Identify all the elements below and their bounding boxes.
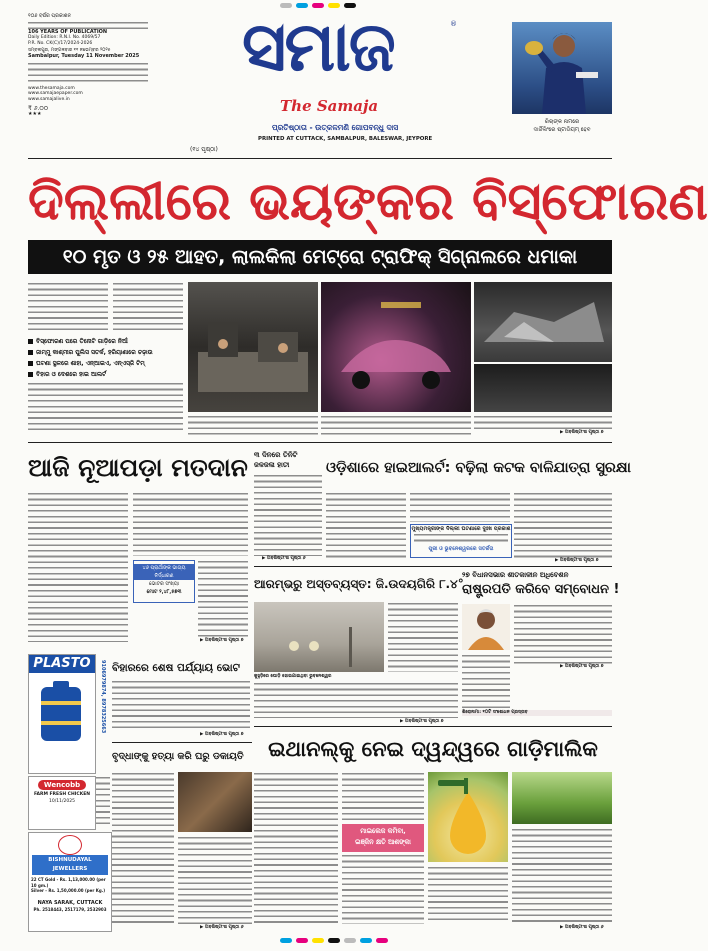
lead-bullet: ବିସ୍ଫୋରଣ ପରେ ତିନୋଟି ଗାଡ଼ିରେ ନିଆଁ bbox=[28, 336, 183, 347]
jeweller-address: NAYA SARAK, CUTTACK bbox=[37, 899, 103, 906]
wencobb-brand: Wencobb bbox=[38, 780, 86, 790]
president-photo bbox=[462, 604, 510, 650]
lead-photo-night-crowd bbox=[474, 364, 612, 412]
weather-photo-fog bbox=[254, 602, 384, 672]
nuapada-headline: ଆଜି ନୂଆପଡ଼ା ମତଦାନ bbox=[28, 453, 248, 482]
ear-photo bbox=[512, 22, 612, 114]
cricketer-illustration bbox=[512, 22, 612, 114]
crime-headline: ବୃଦ୍ଧାଙ୍କୁ ହତ୍ୟା କରି ଘରୁ ଡକାୟତି bbox=[112, 751, 244, 762]
registration-marks-bottom bbox=[280, 938, 388, 943]
masthead-date: Sambalpur, Tuesday 11 November 2025 bbox=[28, 52, 140, 59]
registration-marks-top bbox=[280, 3, 356, 8]
masthead-divider bbox=[28, 158, 612, 159]
ethanol-body-col4 bbox=[428, 866, 508, 924]
masthead-stars: ★★★ bbox=[28, 110, 42, 117]
jeweller-logo-icon bbox=[58, 835, 82, 855]
wencobb-ad[interactable] bbox=[28, 776, 96, 830]
bullet-square-icon bbox=[28, 372, 33, 377]
lead-subhead-banner bbox=[28, 240, 612, 274]
jeweller-silver: Silver - Rs. 1,50,000.00 (per Kg.) bbox=[31, 888, 106, 893]
ethanol-headline: ଇଥାନଲ୍‌କୁ ନେଇ ଦ୍ୱନ୍ଦ୍ୱରେ ଗାଡ଼ିମାଲିକ bbox=[268, 737, 598, 761]
nuapada-body-col3 bbox=[198, 560, 248, 638]
ethanol-body-col3 bbox=[342, 854, 424, 924]
ear-caption-line-1: ରିଚାଙ୍କ ନାମରେ bbox=[544, 119, 580, 125]
section-divider bbox=[28, 442, 612, 443]
nuapada-body-col2 bbox=[133, 492, 248, 556]
nuapada-body-col1 bbox=[28, 492, 128, 642]
bihar-body bbox=[112, 680, 250, 732]
masthead-web-2[interactable]: www.samajaepaper.com bbox=[28, 91, 83, 97]
logo-odia: ସମାଜ bbox=[242, 8, 394, 87]
logo-registered-icon: ® bbox=[450, 20, 457, 28]
masthead-publication-line: ୧୦୬ ବର୍ଷର ପ୍ରକାଶନ bbox=[28, 13, 71, 19]
kicker-continued[interactable]: ▶ ଅବଶିଷ୍ଟାଂଶ ପୃଷ୍ଠା ୬ bbox=[262, 556, 306, 561]
bihar-headline: ବିହାରରେ ଶେଷ ପର୍ଯ୍ୟାୟ ଭୋଟ bbox=[112, 662, 240, 674]
bullet-square-icon bbox=[28, 339, 33, 344]
weather-continued[interactable]: ▶ ଅବଶିଷ୍ଟାଂଶ ପୃଷ୍ଠା ୭ bbox=[400, 719, 444, 724]
president-body-col1 bbox=[514, 604, 612, 664]
bihar-continued[interactable]: ▶ ଅବଶିଷ୍ଟାଂଶ ପୃଷ୍ଠା ୭ bbox=[200, 732, 244, 737]
ear-caption bbox=[512, 118, 612, 134]
crime-photo bbox=[178, 772, 252, 832]
masthead-years: 106 YEARS OF PUBLICATION bbox=[28, 28, 108, 35]
masthead-almanac bbox=[28, 62, 148, 84]
nuapada-box-line-2: ଭୋଟର ସଂଖ୍ୟା bbox=[149, 581, 179, 587]
lead-body-col2 bbox=[113, 282, 183, 334]
wencobb-sub: FARM FRESH CHICKEN bbox=[33, 792, 91, 797]
nuapada-box-line-1: ୪୬ ପ୍ରାର୍ଥୀଙ୍କ ଭାଗ୍ୟ ନିର୍ଦ୍ଧାରଣ bbox=[134, 564, 194, 580]
odisha-body-col1 bbox=[326, 492, 406, 558]
weather-body-col2 bbox=[254, 682, 458, 718]
masthead-regline bbox=[28, 21, 148, 29]
odisha-body-col2 bbox=[410, 492, 510, 522]
masthead-web-1[interactable]: www.thesamaja.com bbox=[28, 85, 75, 91]
weather-body-col1 bbox=[388, 602, 458, 672]
president-headline: ରାଷ୍ଟ୍ରପତି କରିବେ ସମ୍ବୋଧନ ! bbox=[462, 582, 620, 597]
kicker-body bbox=[254, 474, 322, 556]
nuapada-box-line-3: ମୋଟ ୨,୪୮,୫୭୩ bbox=[146, 589, 182, 595]
logo-founder-line: ପ୍ରତିଷ୍ଠାତା - ଉତ୍କଳମଣି ଗୋପବନ୍ଧୁ ଦାସ bbox=[272, 123, 399, 132]
weather-caption: କୁହୁଡ଼ିରେ ଘୋଡ଼ି ହୋଇଯାଇଥିବା ଭୁବନେଶ୍ୱର bbox=[254, 674, 332, 679]
crime-body-col2 bbox=[178, 836, 252, 924]
water-tank-icon bbox=[29, 673, 95, 763]
masthead-postal: P.R. No. CK(C)/17/2024-2026 bbox=[28, 40, 93, 46]
masthead-price: ₹ ୬.୦୦ bbox=[28, 105, 49, 113]
plasto-brand: PLASTO bbox=[29, 655, 95, 673]
masthead-web-3[interactable]: www.samajalive.in bbox=[28, 96, 70, 102]
lead-body-col1 bbox=[28, 282, 108, 334]
lead-bullet: ଘଟଣା ସ୍ଥଳରେ ଶାହା, ଏନ୍ଆଇଏ, ଏନ୍ଏସ୍ଜି ଟିମ୍ bbox=[28, 358, 183, 369]
wencobb-date: 10/11/2025 bbox=[49, 799, 75, 804]
odisha-body-col3 bbox=[514, 492, 612, 558]
president-body-col2 bbox=[462, 654, 510, 708]
masthead-odia-date: ସମ୍ବଲପୁର, ମଙ୍ଗଳବାର ୧୧ ନଭେମ୍ବର ୨୦୨୫ bbox=[28, 48, 111, 54]
lead-body-col6 bbox=[474, 415, 612, 429]
ethanol-box-line-2: ଇଞ୍ଜିନ କ୍ଷତି ଆଶଙ୍କା bbox=[355, 838, 411, 846]
ethanol-body-col1 bbox=[254, 772, 338, 924]
lead-body-col3 bbox=[28, 382, 183, 432]
plasto-ad[interactable] bbox=[28, 654, 96, 774]
lead-body-col5 bbox=[321, 415, 471, 437]
odisha-headline: ଓଡ଼ିଶାରେ ହାଇଆଲର୍ଟ: ବଢ଼ିଲା କଟକ ବାଳିଯାତ୍ରା ସୁରକ୍ଷା bbox=[326, 460, 631, 476]
masthead-logo bbox=[222, 8, 457, 144]
jeweller-gold: 22 CT Gold - Rs. 1,13,000.00 (per 10 gm.) bbox=[31, 877, 106, 888]
section-divider bbox=[254, 566, 612, 567]
kicker-line-2: ଜଳଜଳା ହାତୀ bbox=[254, 461, 290, 469]
nuapada-continued[interactable]: ▶ ଅବଶିଷ୍ଟାଂଶ ପୃଷ୍ଠା ୭ bbox=[200, 638, 244, 643]
jeweller-phone: Ph. 2518443, 2517179, 2532903 bbox=[33, 906, 107, 912]
section-divider bbox=[112, 742, 252, 743]
odisha-highlight-1: ମୁଖ୍ୟମନ୍ତ୍ରୀଙ୍କ ଦିଲ୍ଲୀ ଘଟଣାରେ ଦୁଃଖ ପ୍ରକାଶ bbox=[411, 526, 511, 532]
wencobb-rate-table bbox=[96, 776, 110, 828]
logo-printed-at: PRINTED AT CUTTACK, SAMBALPUR, BALESWAR, JEYPORE bbox=[258, 136, 433, 142]
ethanol-highlight-box bbox=[342, 824, 424, 852]
section-divider bbox=[254, 726, 612, 727]
lead-headline: ଦିଲ୍ଲୀରେ ଭୟଙ୍କର ବିସ୍ଫୋରଣ bbox=[28, 172, 708, 232]
ethanol-photo-sugarcane bbox=[512, 772, 612, 824]
kicker-line-1: ୩ ଦିନରେ ତିନିଟି bbox=[254, 451, 298, 459]
bullet-square-icon bbox=[28, 361, 33, 366]
crime-body-col1 bbox=[112, 772, 174, 924]
masthead-pages: (୧୪ ପୃଷ୍ଠା) bbox=[190, 146, 218, 153]
lead-continued[interactable]: ▶ ଅବଶିଷ୍ଟାଂଶ ପୃଷ୍ଠା ୭ bbox=[560, 430, 604, 435]
ethanol-body-col5 bbox=[512, 828, 612, 924]
odisha-continued[interactable]: ▶ ଅବଶିଷ୍ଟାଂଶ ପୃଷ୍ଠା ୭ bbox=[555, 558, 599, 563]
ear-caption-line-2: ଦାର୍ଜିଲିଂରେ ଷ୍ଟାଡିୟମ୍ ହେବ bbox=[533, 127, 591, 133]
weather-headline: ଆରମ୍ଭରୁ ଅସ୍ତବ୍ୟସ୍ତ: ଜି.ଉଦୟଗିରି ୮.୪° bbox=[254, 577, 464, 591]
lead-bullet: ଜାମ୍ମୁ କାଶ୍ମୀର ପୁଲିସ ସତର୍କ, ହରିୟାଣାରେ ଚଢ଼ାଉ bbox=[28, 347, 183, 358]
ethanol-continued[interactable]: ▶ ଅବଶିଷ୍ଟାଂଶ ପୃଷ୍ଠା ୬ bbox=[560, 925, 604, 930]
lead-photo-crowd bbox=[188, 282, 318, 412]
plasto-phone: 9106979874, 8978325663 bbox=[100, 660, 106, 734]
lead-photo-mangled-car bbox=[474, 282, 612, 362]
odisha-highlight-box bbox=[410, 524, 512, 558]
lead-subhead: ୧୦ ମୃତ ଓ ୨୫ ଆହତ, ଲାଲକିଲା ମେଟ୍ରୋ ଟ୍ରାଫିକ୍ ସିଗ୍ନାଲରେ ଧମାକା bbox=[62, 246, 578, 268]
bullet-square-icon bbox=[28, 350, 33, 355]
ethanol-body-col2 bbox=[342, 772, 424, 822]
ethanol-photo-fuel bbox=[428, 772, 508, 862]
lead-body-col4 bbox=[188, 415, 318, 437]
ethanol-box-line-1: ମାଇଲେଜ କମିବା, bbox=[360, 827, 406, 835]
odisha-highlight-2: ପୁରୀ ଓ ଭୁବନେଶ୍ୱରରେ ସତର୍କତା bbox=[428, 546, 494, 552]
crime-continued[interactable]: ▶ ଅବଶିଷ୍ଟାଂଶ ପୃଷ୍ଠା ୬ bbox=[200, 925, 244, 930]
logo-english: The Samaja bbox=[280, 97, 379, 115]
masthead-edition: Daily Edition: R.N.I. No. 4069/57 bbox=[28, 35, 101, 41]
lead-bullets bbox=[28, 336, 183, 380]
nuapada-info-box bbox=[133, 560, 195, 603]
president-footer: ଶିରୋନାମା: ୧୦ଟି ସଂଶୋଧନ ପ୍ରସ୍ତାବ bbox=[462, 710, 612, 716]
lead-photo-car-wreck bbox=[321, 282, 471, 412]
president-kicker: ୨୭ ବିଧାନସଭାର ଶୀତକାଳୀନ ଅଧିବେଶନ bbox=[462, 571, 569, 579]
president-continued[interactable]: ▶ ଅବଶିଷ୍ଟାଂଶ ପୃଷ୍ଠା ୭ bbox=[560, 664, 604, 669]
lead-bullet: ବିହାର ଓ ଦେଶରେ ହାଇ ଆଲର୍ଟ bbox=[28, 369, 183, 380]
jeweller-name: BISHNUDAYAL JEWELLERS bbox=[32, 855, 108, 875]
